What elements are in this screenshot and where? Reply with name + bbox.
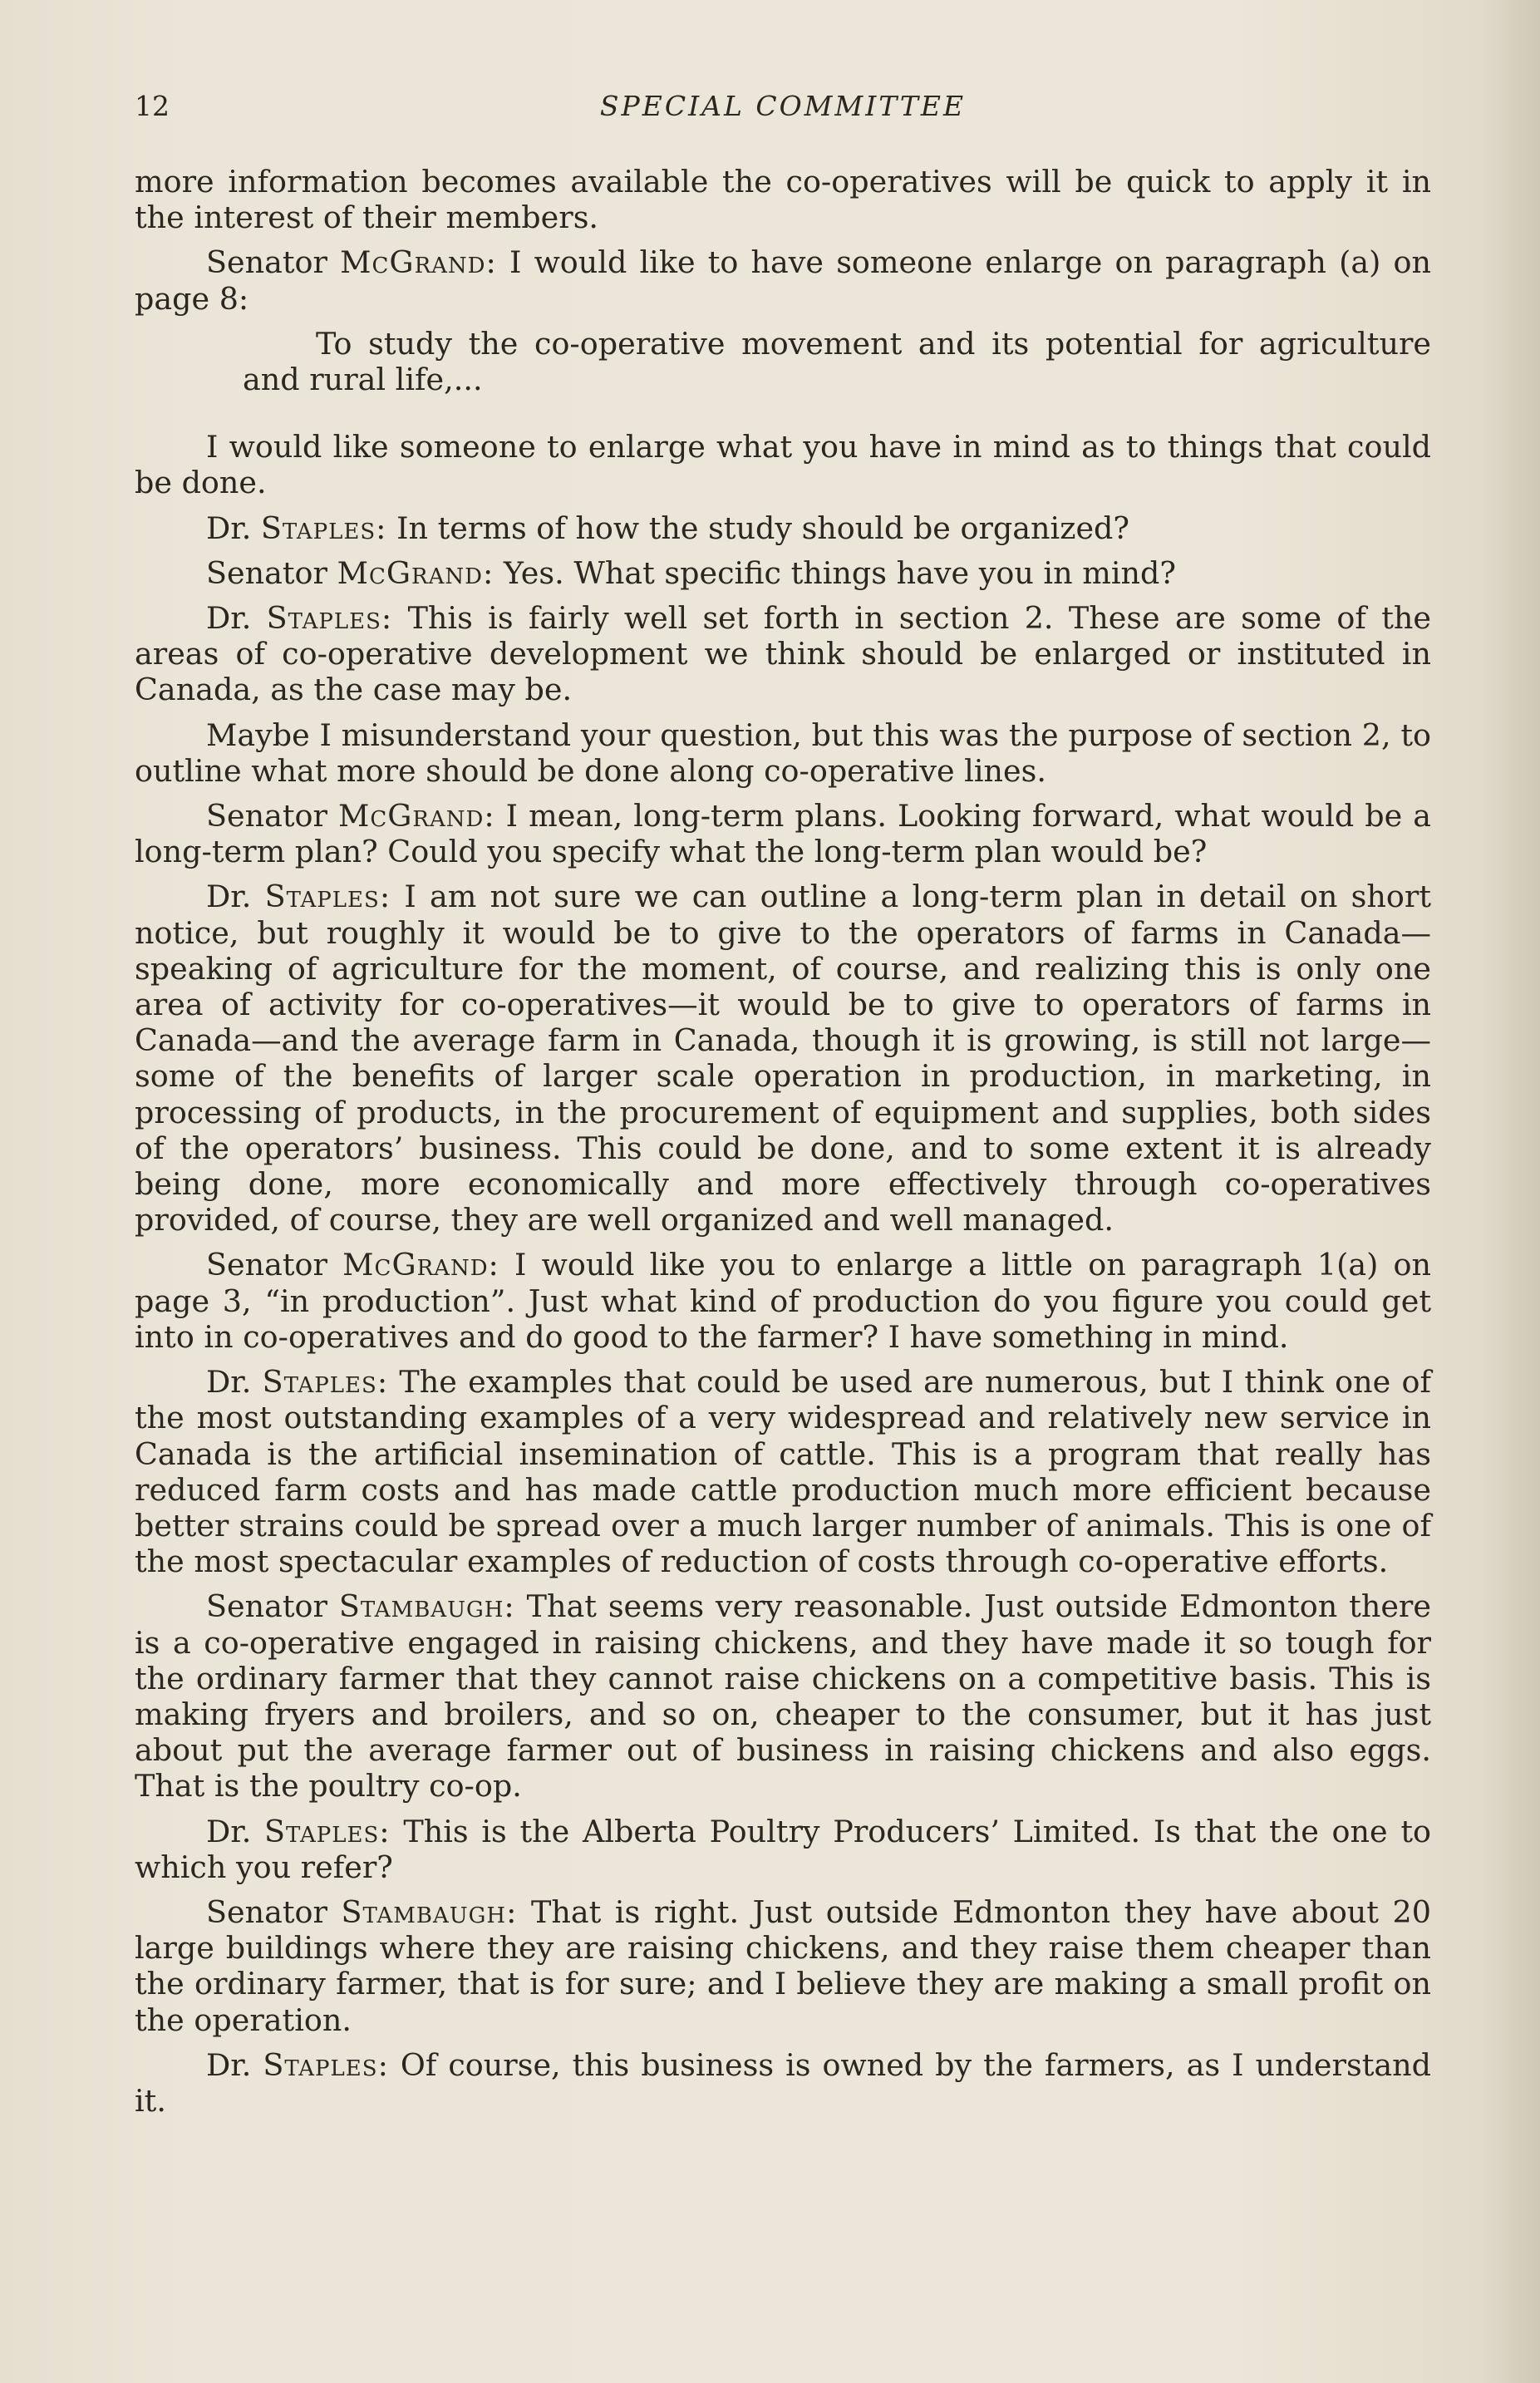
speaker-title: Dr. [206,1813,252,1849]
paragraph-4 [135,510,1431,546]
paragraph-text: I would like you to enlarge a little on paragraph 1(a) on page 3, “in production”. Just what kind of production do you figure you could get into in co-operatives and do good to the farmer? I have something in mind. [135,1247,1431,1355]
paragraph-text: more information becomes available the co-operatives will be quick to apply it in the interest of their members. [135,164,1431,236]
speaker-title: Dr. [206,600,252,637]
paragraph-15 [135,2047,1431,2119]
paragraph-8 [135,798,1431,869]
speaker-title: Senator [206,554,327,591]
paragraph-3 [135,429,1431,500]
speaker-name: Stambaugh: [338,1588,515,1625]
speaker-title: Dr. [206,1364,252,1401]
speaker-name: McGrand: [337,798,495,835]
speaker-name: McGrand: [340,244,497,281]
paragraph-13 [135,1814,1431,1885]
speaker-title: Senator [206,798,327,835]
paragraph-text: That is right. Just outside Edmonton they have about 20 large buildings where they are raising chickens, and they raise them cheaper than the ordinary farmer, that is for sure; and I believe they are making a small profit on the operation. [135,1893,1431,2038]
paragraph-text: To study the co-operative movement and its potential for agriculture and rural life,... [243,325,1431,398]
paragraph-7 [135,717,1431,789]
speaker-title: Dr. [206,879,252,915]
paragraph-text: Of course, this business is owned by the farmers, as I understand it. [135,2046,1432,2119]
paragraph-text: The examples that could be used are numerous, but I think one of the most outstanding examples of a very widespread and relatively new service in Canada is the artificial insemination of cattle. This is a program that really has reduced farm costs and has made cattle production much more efficient because better strains could be spread over a much larger number of animals. This is one of the most spectacular examples of reduction of costs through co-operative efforts. [135,1364,1431,1580]
paragraph-text: This is fairly well set forth in section 2. These are some of the areas of co-operative development we think should be enlarged or instituted in Canada, as the case may be. [135,600,1431,708]
speaker-title: Dr. [206,2046,252,2083]
paragraph-11 [135,1364,1431,1579]
speaker-name: Stambaugh: [341,1893,518,1930]
speaker-title: Senator [206,1588,327,1625]
page-header [135,90,1431,131]
paragraph-6 [135,600,1431,708]
paragraph-9 [135,879,1431,1238]
paragraph-text: Yes. What specific things have you in mind? [503,554,1176,591]
paragraph-14 [135,1894,1431,2038]
speaker-name: McGrand: [342,1247,499,1283]
speaker-title: Dr. [206,510,252,546]
running-head: SPECIAL COMMITTEE [599,90,967,122]
paragraph-text: I would like someone to enlarge what you have in mind as to things that could be done. [135,429,1431,501]
speaker-title: Senator [206,1893,327,1930]
page-number: 12 [135,90,170,122]
speaker-name: McGrand: [337,554,494,591]
speaker-name: Staples: [266,600,393,637]
speaker-title: Senator [206,244,327,281]
paragraph-2 [135,326,1431,397]
paragraph-1 [135,244,1431,316]
paragraph-12 [135,1588,1431,1804]
speaker-title: Senator [206,1247,327,1283]
paragraph-text: I mean, long-term plans. Looking forward, what would be a long-term plan? Could you specify what the long-term plan would be? [135,798,1431,870]
paragraph-text: This is the Alberta Poultry Producers’ Limited. Is that the one to which you refer? [135,1813,1431,1885]
paragraph-text: Maybe I misunderstand your question, but this was the purpose of section 2, to outline what more should be done along co-operative lines. [135,716,1431,789]
speaker-name: Staples: [264,879,391,915]
speaker-name: Staples: [262,1364,389,1401]
paragraph-10 [135,1247,1431,1355]
body-text [135,164,1431,2128]
speaker-name: Staples: [263,2046,389,2083]
paragraph-0 [135,164,1431,235]
paragraph-text: That seems very reasonable. Just outside Edmonton there is a co-operative engaged in raising chickens, and they have made it so tough for the ordinary farmer that they cannot raise chickens on a competitive basis. This is making fryers and broilers, and so on, cheaper to the consumer, but it has just about put the average farmer out of business in raising chickens and also eggs. That is the poultry co-op. [135,1588,1431,1804]
speaker-name: Staples: [264,1813,391,1849]
paragraph-5 [135,555,1431,591]
paragraph-text: I would like to have someone enlarge on paragraph (a) on page 8: [135,244,1431,317]
paragraph-text: I am not sure we can outline a long-term plan in detail on short notice, but roughly it would be to give to the operators of farms in Canada—speaking of agriculture for the moment, of course, and realizing this is only one area of activity for co-operatives—it would be to give to operators of farms in Canada—and the average farm in Canada, though it is growing, is still not large—some of the benefits of larger scale operation in production, in marketing, in processing of products, in the procurement of equipment and supplies, both sides of the operators’ business. This could be done, and to some extent it is already being done, more economically and more effectively through co-operatives provided, of course, they are well organized and well managed. [135,879,1431,1238]
speaker-name: Staples: [260,510,387,546]
paragraph-text: In terms of how the study should be organized? [396,510,1129,546]
